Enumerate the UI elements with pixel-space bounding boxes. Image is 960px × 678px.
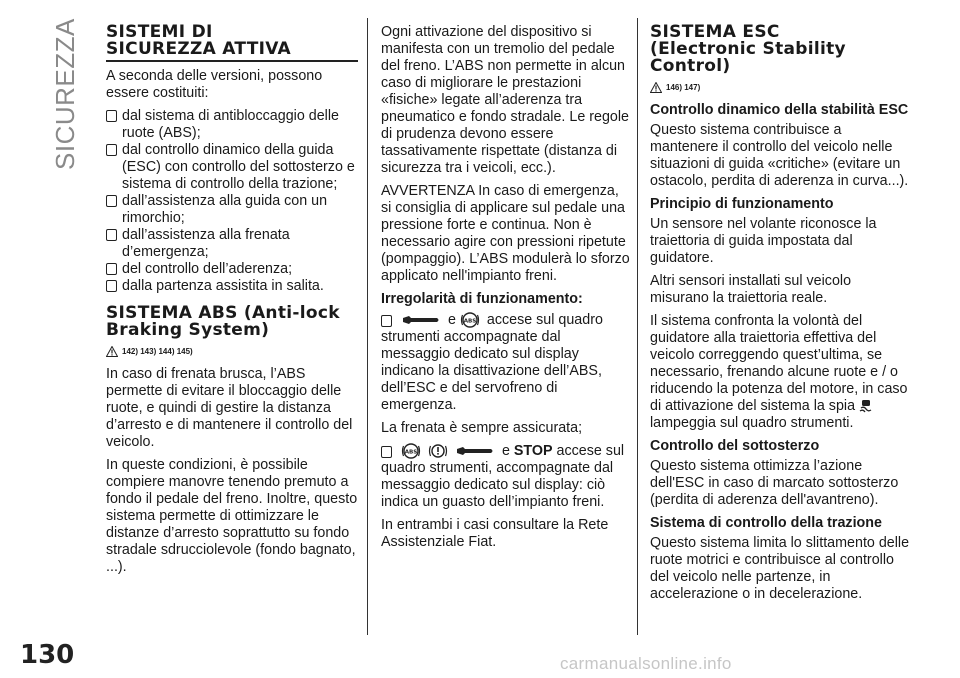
- warning-lights-abs-paragraph: [381, 312, 631, 414]
- bullet-box-icon: [381, 446, 392, 458]
- subheading: Controllo del sottosterzo: [650, 438, 820, 454]
- section-side-label-text: SICUREZZA: [50, 18, 80, 170]
- brake-system-icon: [428, 443, 448, 459]
- heading-line: SISTEMI DI: [106, 22, 213, 42]
- warning-lights-stop-paragraph: [381, 443, 631, 511]
- bullet-box-icon: [106, 195, 117, 207]
- intro-text: A seconda delle versioni, possono essere costituiti:: [106, 68, 323, 101]
- heading-line: Braking System): [106, 320, 270, 340]
- brake-warning-icon: [401, 313, 441, 327]
- paragraph: AVVERTENZA In caso di emergenza, si consiglia di applicare sul pedale una pressione forte e continua. Non è necessario agire con pressioni ripetute (pompaggio). L’ABS modulerà lo sforzo applicato nell'impianto freni.: [381, 183, 630, 284]
- bullet-box-icon: [106, 229, 117, 241]
- heading-line: SICUREZZA ATTIVA: [106, 41, 358, 62]
- list-item-text: dal sistema di antibloccaggio delle ruote (ABS);: [122, 108, 339, 141]
- abs-icon-label: ABS: [404, 449, 418, 456]
- list-item: [106, 142, 358, 193]
- paragraph-text: Il sistema confronta la volontà del guidatore alla traiettoria effettiva del veicolo correggendo quest’ultima, se necessario, frenando alcune ruote e / o riducendo la potenza del motore, in caso di attivazione del sistema la spia: [650, 313, 908, 414]
- paragraph: Altri sensori installati sul veicolo misurano la traiettoria reale.: [650, 273, 852, 306]
- column-divider: [367, 18, 368, 635]
- list-item-text: del controllo dell’aderenza;: [122, 261, 293, 277]
- paragraph: Ogni attivazione del dispositivo si manifesta con un tremolio del pedale del freno. L’ABS non permette in alcun caso di migliorare le prestazioni «fisiche» legate all’aderenza tra pneumatico e fondo stradale. Le regole di prudenza devono essere tassativamente rispettate (distanza di sicurezza tra i veicoli, ecc.).: [381, 24, 629, 176]
- bullet-box-icon: [381, 315, 392, 327]
- abs-icon: [401, 443, 421, 459]
- list-item: [106, 193, 358, 227]
- paragraph-text: lampeggia sul quadro strumenti.: [650, 415, 854, 431]
- bullet-box-icon: [106, 280, 117, 292]
- bullet-box-icon: [106, 263, 117, 275]
- list-item: [106, 108, 358, 142]
- heading-sistema-esc: [650, 24, 912, 75]
- paragraph-text: accese sul quadro strumenti accompagnate dal messaggio dedicato sul display indicano la disattivazione dell’ABS, dell’ESC e del servofreno di emergenza.: [381, 312, 603, 413]
- subheading: Principio di funzionamento: [650, 196, 834, 212]
- list-item-text: dal controllo dinamico della guida (ESC) con controllo del sottosterzo e sistema di controllo della trazione;: [122, 142, 355, 192]
- column-3: [650, 24, 912, 609]
- warning-refs-text: 146) 147): [666, 83, 701, 92]
- list-item-text: dall’assistenza alla guida con un rimorchio;: [122, 193, 328, 226]
- list-item-text: dalla partenza assistita in salita.: [122, 278, 324, 294]
- warning-references: [650, 79, 912, 96]
- heading-sistema-abs: [106, 305, 358, 339]
- subheading: Controllo dinamico della stabilità ESC: [650, 102, 909, 118]
- paragraph: Un sensore nel volante riconosce la traiettoria di guida impostata dal guidatore.: [650, 216, 877, 266]
- heading-line: Control): [650, 56, 731, 76]
- list-item-text: dall’assistenza alla frenata d’emergenza;: [122, 227, 290, 260]
- abs-icon-label: ABS: [463, 318, 477, 325]
- column-1: [106, 24, 358, 582]
- column-2: [381, 24, 631, 557]
- heading-line: SISTEMA ABS (Anti-lock: [106, 303, 340, 323]
- warning-icon: [106, 346, 118, 357]
- esc-skid-icon: [859, 399, 873, 413]
- column-divider: [637, 18, 638, 635]
- list-item: [106, 261, 358, 278]
- paragraph: In queste condizioni, è possibile compiere manovre tenendo premuto a fondo il pedale del freno. Inoltre, questo sistema permette di ottimizzare le distanze d’arresto soprattutto su fondo stradale sdrucciolevole (fondo bagnato, ...).: [106, 457, 358, 575]
- heading-line: (Electronic Stability: [650, 39, 846, 59]
- page-number: 130: [20, 640, 75, 670]
- paragraph: [650, 313, 912, 432]
- conjunction-text: e: [501, 443, 510, 459]
- section-side-label: [22, 20, 82, 170]
- paragraph: La frenata è sempre assicurata;: [381, 420, 583, 436]
- abs-icon: [460, 312, 480, 328]
- warning-refs-text: 142) 143) 144) 145): [122, 347, 193, 356]
- paragraph: Questo sistema limita lo slittamento delle ruote motrici e contribuisce al controllo del veicolo nelle partenze, in accelerazione o in decelerazione.: [650, 535, 910, 602]
- watermark: carmanualsonline.info: [560, 654, 732, 673]
- brake-warning-icon: [455, 444, 495, 458]
- paragraph: In entrambi i casi consultare la Rete Assistenziale Fiat.: [381, 517, 609, 550]
- warning-references: [106, 343, 358, 360]
- heading-sistemi-di-sicurezza: [106, 24, 358, 62]
- paragraph: In caso di frenata brusca, l’ABS permette di evitare il bloccaggio delle ruote, e quindi di gestire la distanza d’arresto e di mantenere il controllo del veicolo.: [106, 366, 353, 450]
- paragraph-text: accese sul quadro strumenti, accompagnate dal messaggio dedicato sul display: ciò indica un guasto dell’impianto freni.: [381, 443, 625, 510]
- stop-label: STOP: [513, 443, 553, 459]
- subheading: Sistema di controllo della trazione: [650, 515, 882, 531]
- warning-icon: [650, 82, 662, 93]
- paragraph: Questo sistema ottimizza l’azione dell'ESC in caso di marcato sottosterzo (perdita di aderenza dell'avantreno).: [650, 458, 899, 508]
- subheading-irregolarita: Irregolarità di funzionamento:: [381, 291, 583, 307]
- heading-line: SISTEMA ESC: [650, 22, 780, 42]
- paragraph: Questo sistema contribuisce a mantenere il controllo del veicolo nelle situazioni di guida «critiche» (evitare un ostacolo, perdita di aderenza in curva...).: [650, 122, 909, 189]
- list-item: [106, 278, 358, 295]
- conjunction-text: e: [447, 312, 456, 328]
- bullet-box-icon: [106, 110, 117, 122]
- bullet-box-icon: [106, 144, 117, 156]
- list-item: [106, 227, 358, 261]
